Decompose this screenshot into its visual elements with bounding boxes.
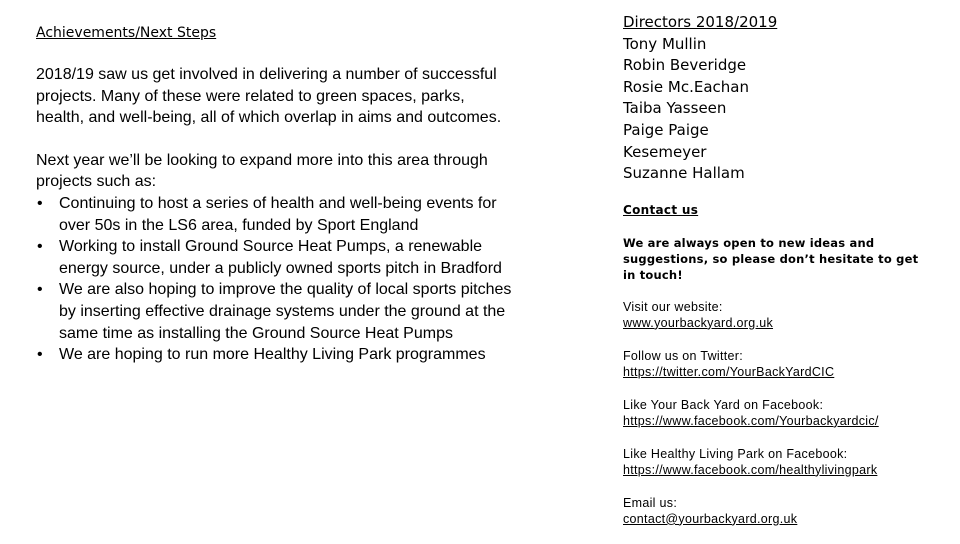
- facebook-healthylivingpark-link[interactable]: https://www.facebook.com/healthylivingpark: [623, 462, 878, 477]
- achievements-column: [36, 24, 516, 366]
- twitter-label: Follow us on Twitter:: [623, 348, 744, 363]
- bullet-icon: •: [37, 194, 43, 212]
- intro-paragraph: 2018/19 saw us get involved in delivering a number of successful projects. Many of these were related to green spaces, parks, health, and well-being, all of which overlap in aims and outcomes.: [36, 66, 502, 127]
- email-block: [623, 495, 943, 527]
- facebook-yourbackyard-label: Like Your Back Yard on Facebook:: [623, 397, 824, 412]
- facebook-yourbackyard-block: [623, 397, 943, 429]
- contact-intro: We are always open to new ideas and suggestions, so please don’t hesitate to get in touch!: [623, 235, 919, 282]
- twitter-block: [623, 348, 943, 380]
- directors-heading: Directors 2018/2019: [623, 13, 778, 31]
- list-item: • We are also hoping to improve the quality of local sports pitches by inserting effective drainage systems under the ground at the same time as installing the Ground Source Heat Pumps: [37, 281, 512, 342]
- projects-list: [36, 193, 516, 366]
- next-year-paragraph: Next year we’ll be looking to expand more into this area through projects such as:: [36, 151, 488, 191]
- achievements-heading: Achievements/Next Steps: [36, 25, 217, 41]
- bullet-icon: •: [37, 281, 43, 299]
- facebook-healthylivingpark-block: [623, 446, 943, 478]
- facebook-healthylivingpark-label: Like Healthy Living Park on Facebook:: [623, 446, 848, 461]
- list-item: • Working to install Ground Source Heat Pumps, a renewable energy source, under a publicly owned sports pitch in Bradford: [37, 238, 502, 277]
- directors-list: [623, 34, 943, 185]
- director-name: Tony Mullin: [623, 34, 707, 53]
- bullet-icon: •: [37, 346, 43, 364]
- director-name: Paige Paige: [623, 120, 709, 139]
- website-link[interactable]: www.yourbackyard.org.uk: [623, 315, 774, 330]
- director-name: Rosie Mc.Eachan: [623, 77, 749, 96]
- facebook-yourbackyard-link[interactable]: https://www.facebook.com/Yourbackyardcic/: [623, 413, 879, 428]
- contact-heading: Contact us: [623, 202, 699, 217]
- email-label: Email us:: [623, 495, 678, 510]
- list-item: • We are hoping to run more Healthy Living Park programmes: [36, 344, 516, 366]
- email-link[interactable]: contact@yourbackyard.org.uk: [623, 511, 798, 526]
- website-label: Visit our website:: [623, 299, 723, 314]
- list-item: • Continuing to host a series of health and well-being events for over 50s in the LS6 area, funded by Sport England: [37, 194, 497, 234]
- director-name: Suzanne Hallam: [623, 164, 745, 183]
- twitter-link[interactable]: https://twitter.com/YourBackYardCIC: [623, 364, 835, 379]
- directors-contact-column: [623, 12, 943, 544]
- director-name: Taiba Yasseen: [623, 99, 727, 118]
- bullet-icon: •: [37, 238, 43, 256]
- website-block: [623, 299, 943, 331]
- director-name: Kesemeyer: [623, 142, 707, 161]
- director-name: Robin Beveridge: [623, 56, 747, 75]
